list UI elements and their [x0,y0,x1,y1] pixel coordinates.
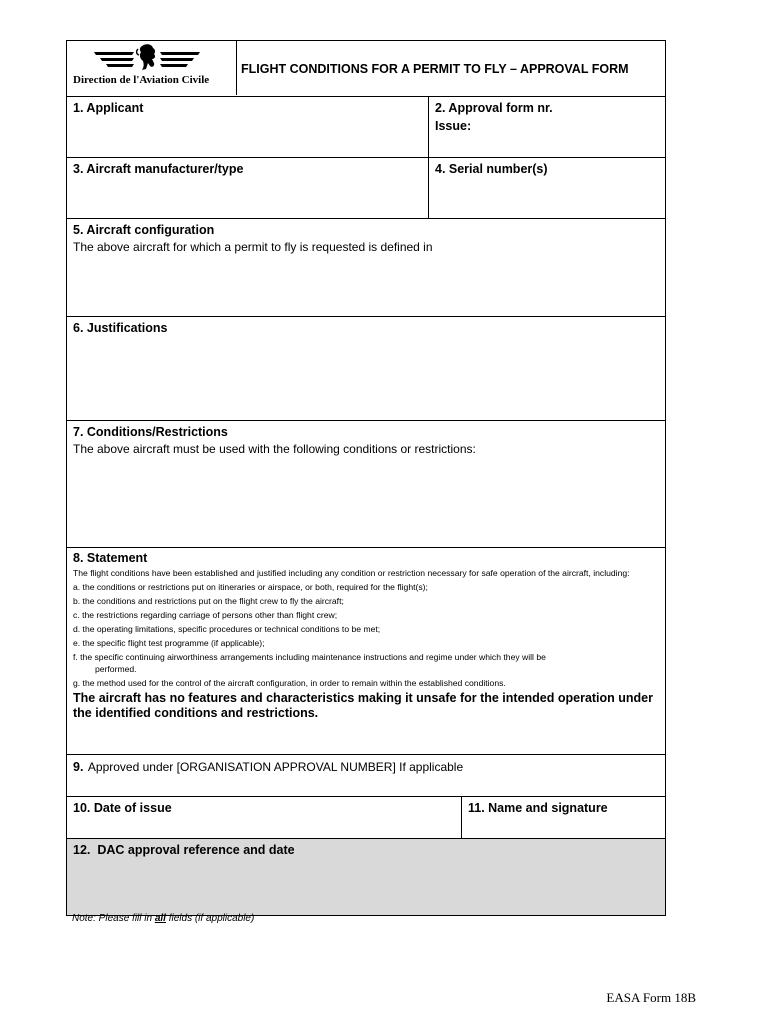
conditions-label: 7. Conditions/Restrictions [73,425,228,439]
name-signature-label: 11. Name and signature [468,801,608,815]
approved-text: Approved under [ORGANISATION APPROVAL NUMBER] If applicable [87,760,464,774]
approval-form [66,40,666,916]
serial-number-field[interactable] [429,158,665,218]
applicant-label: 1. Applicant [73,101,144,115]
statement-item-c: c. the restrictions regarding carriage of persons other than flight crew; [73,610,338,620]
row-issue [67,797,665,839]
configuration-field[interactable] [67,219,665,316]
name-signature-field[interactable] [462,797,665,838]
configuration-text: The above aircraft for which a permit to fly is requested is defined in [73,240,433,254]
statement-item-f-cont: performed. [95,664,137,674]
row-applicant [67,97,665,158]
row-statement [67,548,665,755]
approval-number-label: 2. Approval form nr. [435,101,553,115]
statement-item-f: f. the specific continuing airworthiness arrangements including maintenance instructions and regime under which they will be [73,652,546,662]
statement-label: 8. Statement [73,551,148,565]
fill-note [72,913,254,924]
date-of-issue-label: 10. Date of issue [73,801,172,815]
issue-label: Issue: [435,119,472,133]
statement-item-g: g. the method used for the control of the aircraft configuration, in order to remain within the established conditions. [73,678,506,688]
statement-item-d: d. the operating limitations, specific procedures or technical conditions to be met; [73,624,381,634]
row-approved [67,755,665,797]
row-dac-reference [67,839,665,915]
row-configuration [67,219,665,317]
statement-item-b: b. the conditions and restrictions put on the flight crew to fly the aircraft; [73,596,344,606]
conditions-field[interactable] [67,421,665,547]
statement-body [73,567,659,689]
justifications-field[interactable] [67,317,665,420]
configuration-label: 5. Aircraft configuration [73,223,215,237]
note-prefix: Note: Please fill in [72,913,155,924]
statement-conclusion: The aircraft has no features and characteristics making it unsafe for the intended operation under the identified conditions and restrictions. [73,691,653,720]
dac-logo-icon [92,43,202,73]
dac-reference-field[interactable] [67,839,665,915]
aircraft-type-field[interactable] [67,158,429,218]
dac-reference-label: 12. DAC approval reference and date [73,843,295,857]
note-suffix: fields (if applicable) [165,913,255,924]
form-title: FLIGHT CONDITIONS FOR A PERMIT TO FLY – APPROVAL FORM [241,61,629,76]
statement-item-e: e. the specific flight test programme (if applicable); [73,638,265,648]
statement-intro: The flight conditions have been established and justified including any condition or restriction necessary for safe operation of the aircraft, including: [73,568,630,578]
row-aircraft-type [67,158,665,219]
applicant-field[interactable] [67,97,429,157]
approval-number-field[interactable] [429,97,665,157]
row-justifications [67,317,665,421]
approved-field[interactable] [67,755,665,796]
form-header [67,41,665,97]
note-emphasis: all [154,913,166,924]
aircraft-type-label: 3. Aircraft manufacturer/type [73,162,244,176]
org-block [67,41,237,95]
form-id: EASA Form 18B [606,990,696,1005]
date-of-issue-field[interactable] [67,797,462,838]
org-name: Direction de l'Aviation Civile [73,74,210,86]
statement-block [67,548,665,754]
row-conditions [67,421,665,548]
approved-label: 9. [73,760,84,774]
justifications-label: 6. Justifications [73,321,168,335]
conditions-text: The above aircraft must be used with the following conditions or restrictions: [73,442,476,456]
statement-item-a: a. the conditions or restrictions put on itineraries or airspace, or both, required for the flight(s); [73,582,428,592]
serial-number-label: 4. Serial number(s) [435,162,548,176]
